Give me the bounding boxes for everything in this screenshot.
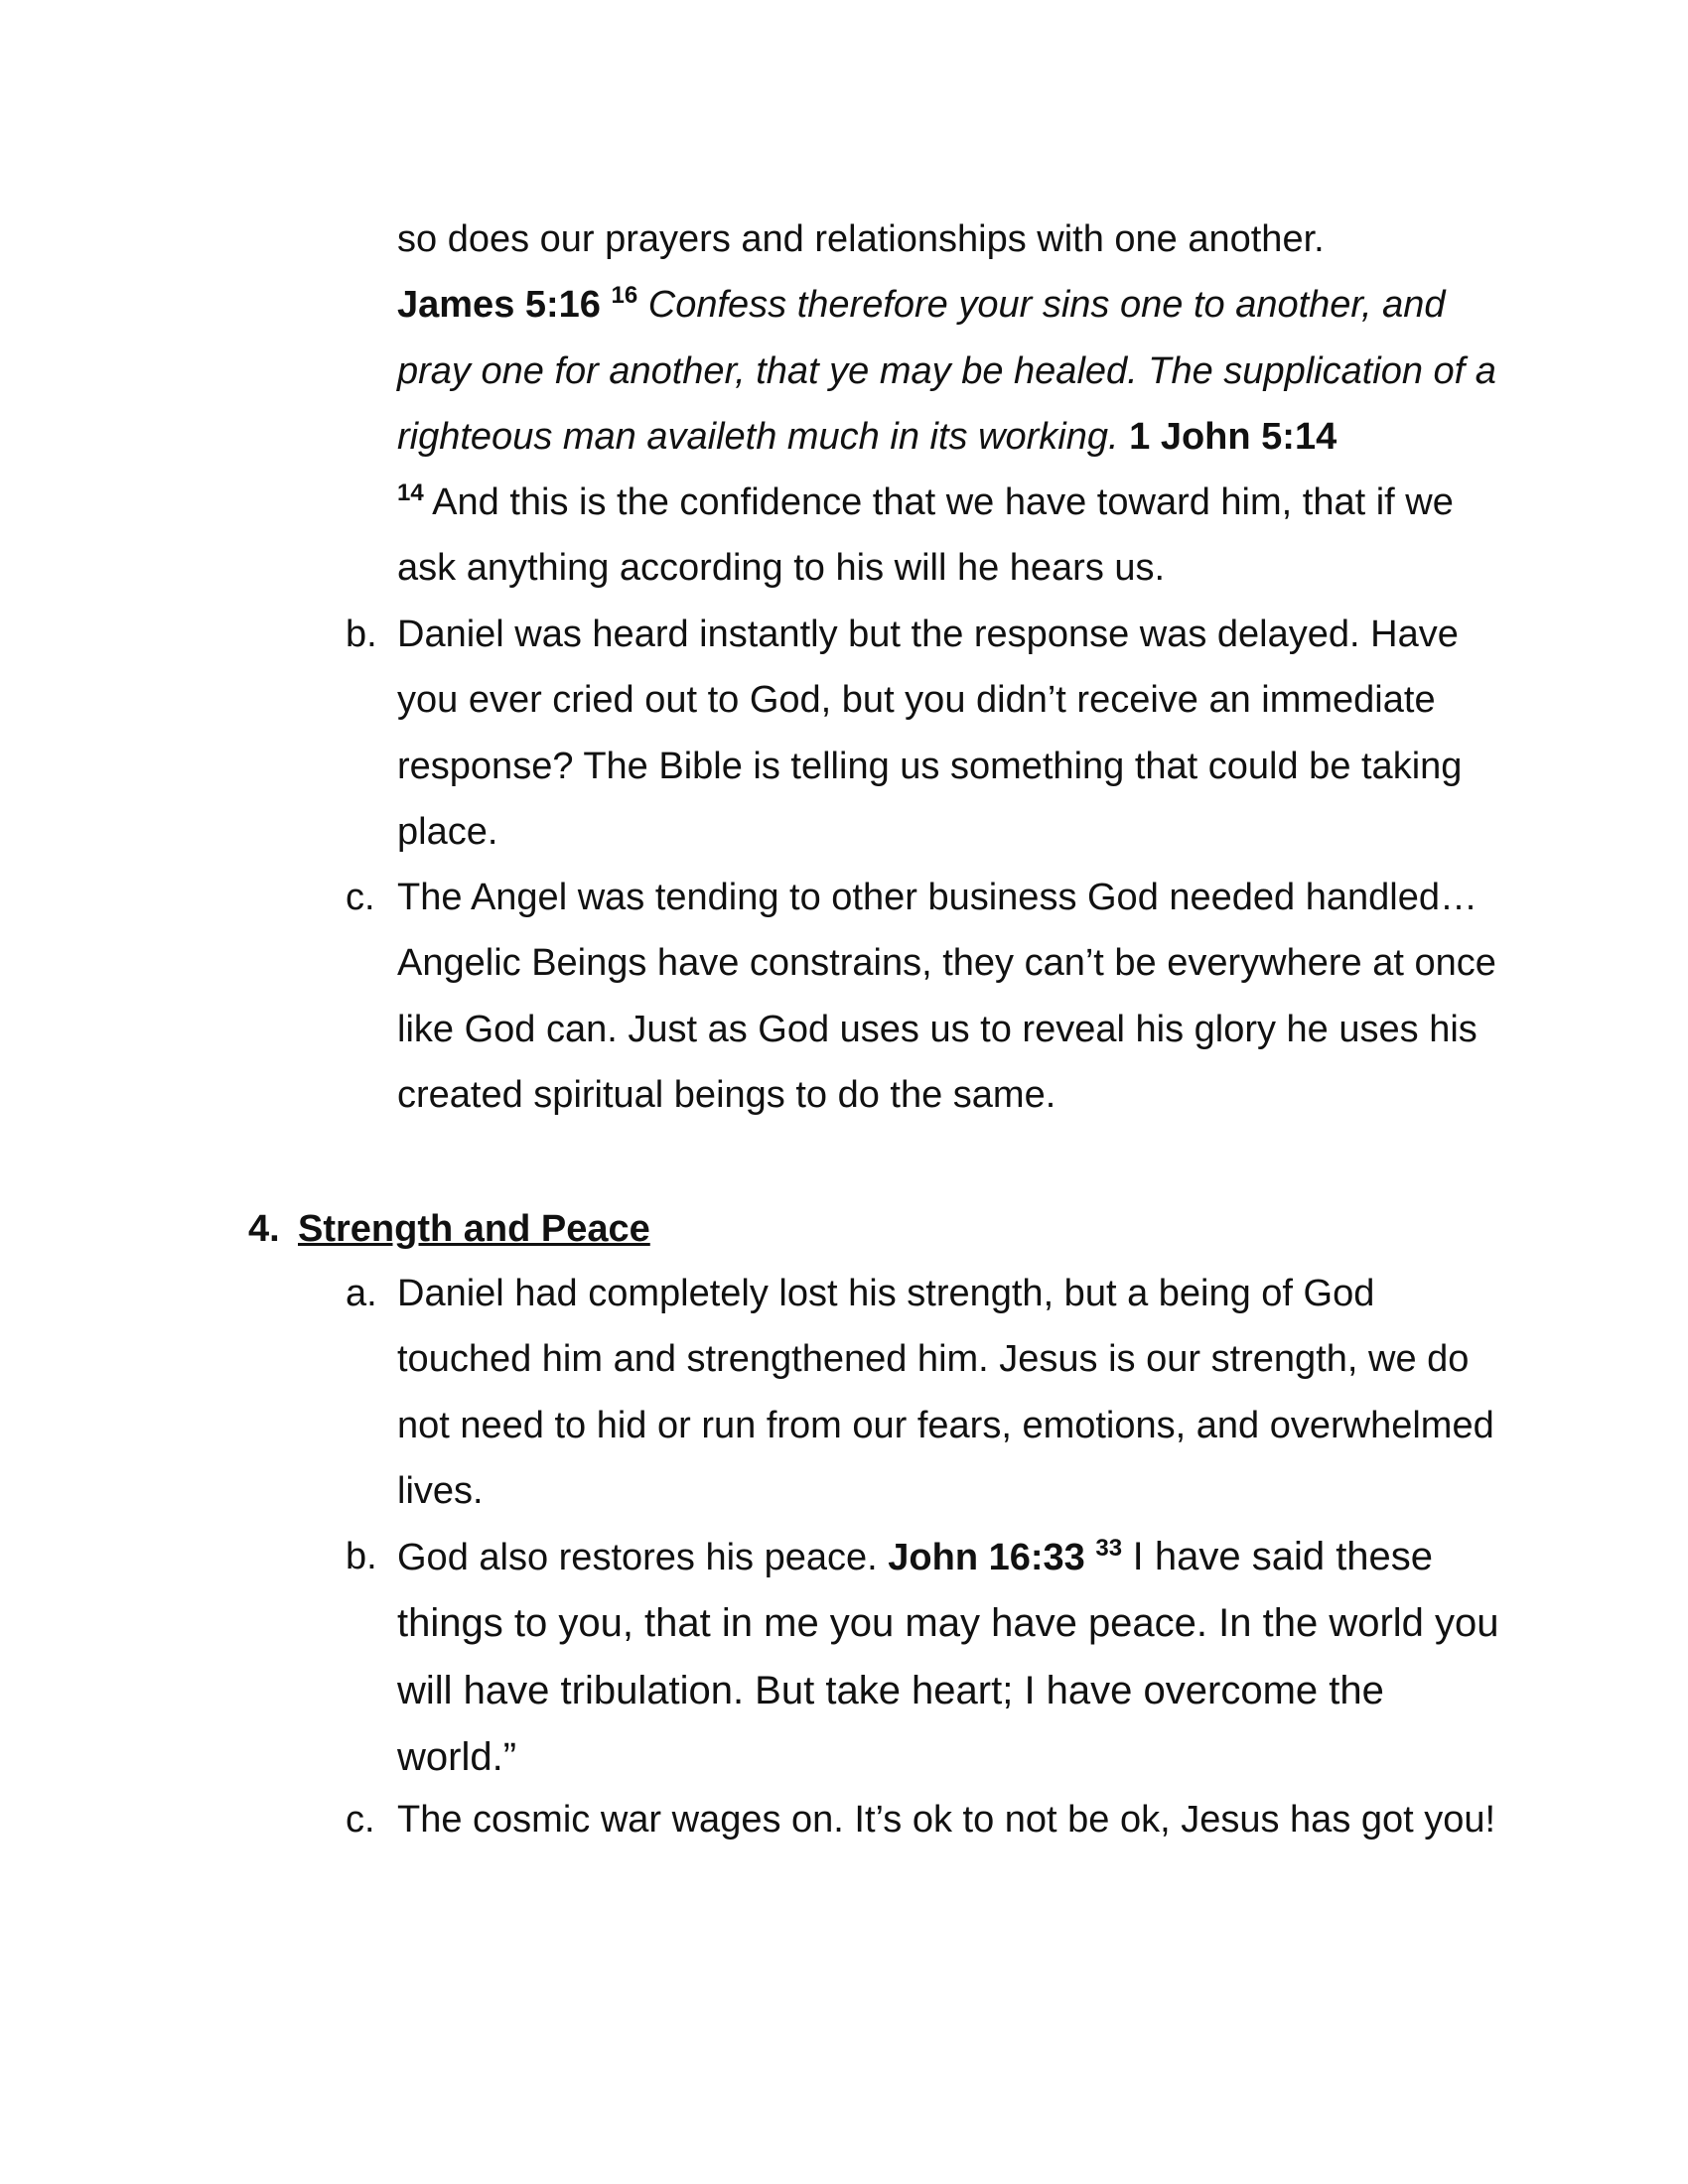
scripture-ref-1john: 1 John 5:14 [1129,415,1337,458]
verse-number: 14 [397,479,424,507]
section-number: 4. [248,1208,280,1250]
scripture-quote-1john: And this is the confidence that we have toward him, that if we ask anything according to his will he hears us. [397,481,1454,590]
section-heading [248,1196,650,1262]
continuation-line: so does our prayers and relationships with one another. [397,218,1325,260]
list-item [346,1787,1499,1852]
continuation-paragraph [397,206,1499,602]
verse-number: 16 [611,282,638,310]
list-item-text: The cosmic war wages on. It’s ok to not be ok, Jesus has got you! [397,1799,1496,1841]
list-item-text: Daniel was heard instantly but the response was delayed. Have you ever cried out to God, but you didn’t receive an immediate response? The Bible is telling us something that could be taking place. [397,614,1463,853]
list-item-lead: God also restores his peace. [397,1537,878,1578]
scripture-ref-james: James 5:16 [397,284,601,327]
list-item-text: The Angel was tending to other business God needed handled… Angelic Beings have constrains, they can’t be everywhere at once like God can. Just as God uses us to reveal his glory he uses his created spiritual beings to do the same. [397,877,1496,1116]
list-item [346,1524,1499,1791]
list-marker: b. [346,1536,377,1577]
list-marker: c. [346,1799,375,1841]
section-title: Strength and Peace [298,1208,650,1250]
scripture-quote-john: I have said these things to you, that in me you may have peace. In the world you will have tribulation. But take heart; I have overcome the world.” [397,1535,1499,1779]
list-item [346,1261,1499,1524]
list-marker: a. [346,1273,377,1314]
scripture-ref-john: John 16:33 [888,1537,1085,1578]
list-marker: c. [346,877,375,918]
list-item-text: Daniel had completely lost his strength, but a being of God touched him and strengthened him. Jesus is our strength, we do not need to hid or run from our fears, emotions, and overwhelmed lives. [397,1273,1494,1512]
scripture-quote-james: Confess therefore your sins one to another, and pray one for another, that ye may be healed. The supplication of a righteous man availeth much in its working. [397,284,1496,458]
list-marker: b. [346,614,377,655]
verse-number: 33 [1095,1535,1123,1562]
list-item [346,865,1499,1128]
list-item [346,602,1499,865]
